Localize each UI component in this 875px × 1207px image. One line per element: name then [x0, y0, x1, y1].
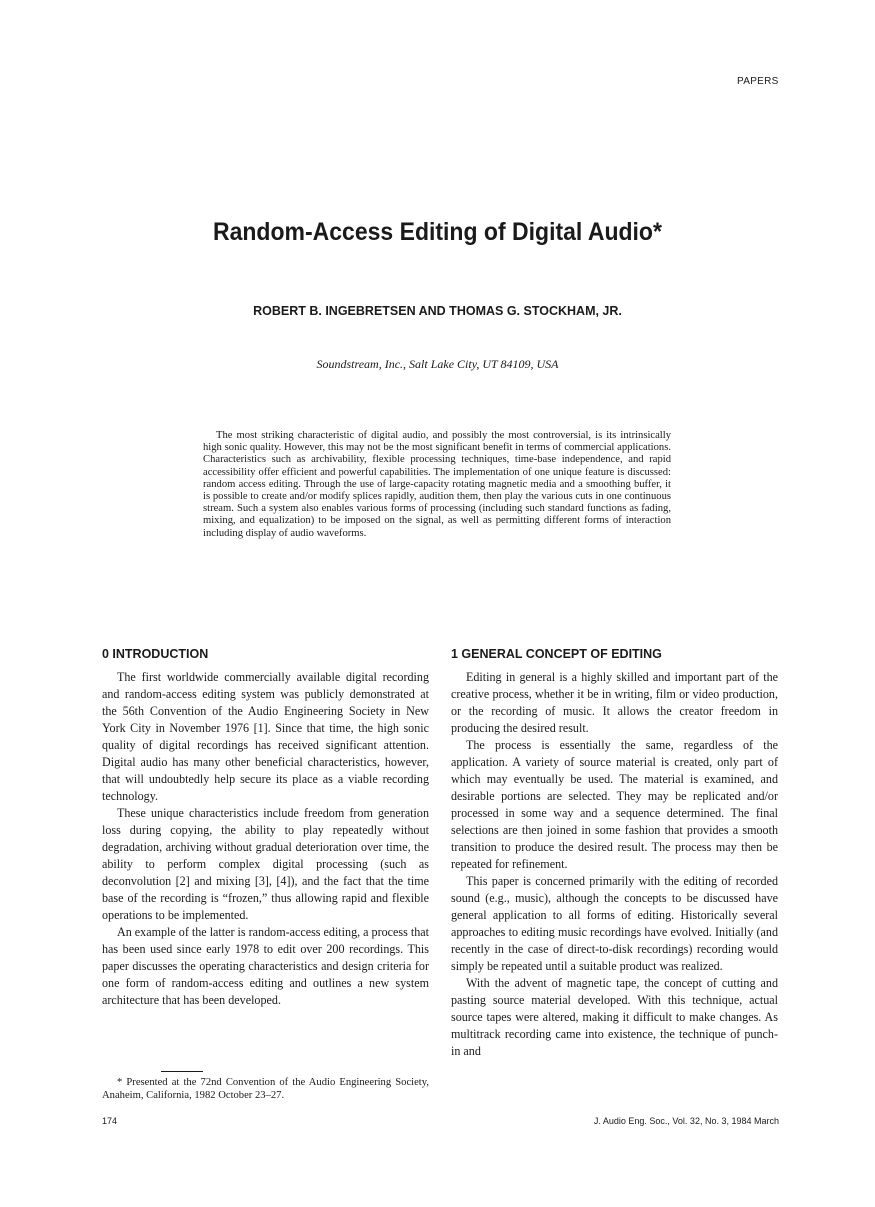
paragraph: The first worldwide commercially available digital recording and random-access editing system was publicly demonstrated at the 56th Convention of the Audio Engineering Society in New York City in November 1976 [1]. Since that time, the high sonic quality of digital recordings has received significant attention. Digital audio has many other beneficial characteristics, however, that will undoubtedly help secure its place as a viable recording technology. [102, 670, 429, 803]
running-header: PAPERS [737, 76, 779, 87]
paragraph: An example of the latter is random-access editing, a process that has been used since early 1978 to edit over 200 recordings. This paper discusses the operating characteristics and design criteria for one form of random-access editing and outlines a new system architecture that has been developed. [102, 925, 429, 1007]
footnote-text: * Presented at the 72nd Convention of the Audio Engineering Society, Anaheim, California, 1982 October 23–27. [102, 1077, 429, 1101]
paragraph: The process is essentially the same, regardless of the application. A variety of source material is created, only part of which may eventually be used. The material is examined, and desirable portions are selected. They may be replicated and/or processed in some way and a sequence determined. The final selections are then joined in some fashion that provides a smooth transition to produce the desired result. The process may then be repeated for refinement. [451, 738, 778, 871]
paragraph: With the advent of magnetic tape, the concept of cutting and pasting source material developed. With this technique, actual source tapes were altered, making it difficult to make changes. As multitrack recording came into existence, the technique of punch-in and [451, 976, 778, 1058]
page-number: 174 [102, 1116, 118, 1126]
left-column [102, 669, 429, 1009]
paragraph: Editing in general is a highly skilled and important part of the creative process, whether it be in writing, film or video production, or the recording of music. It allows the creator freedom in producing the desired result. [451, 670, 778, 735]
footnote-divider [161, 1071, 203, 1072]
footnote [102, 1076, 429, 1102]
paper-authors: ROBERT B. INGEBRETSEN AND THOMAS G. STOCKHAM, JR. [253, 304, 622, 318]
paragraph: This paper is concerned primarily with the editing of recorded sound (e.g., music), although the concepts to be discussed have general application to all forms of editing. Historically several approaches to editing music recordings have evolved. Initially (and recently in the case of direct-to-disk recordings) recording would simply be repeated until a suitable product was realized. [451, 874, 778, 973]
abstract-text: The most striking characteristic of digital audio, and possibly the most controversial, is its intrinsically high sonic quality. However, this may not be the most significant benefit in terms of commercial applications. Characteristics such as archivability, flexible processing techniques, time-base independence, and rapid accessibility offer efficient and powerful capabilities. The implementation of one unique feature is discussed: random access editing. Through the use of large-capacity rotating magnetic media and a smoothing buffer, it is possible to create and/or modify splices rapidly, audition them, then play the various cuts in one continuous stream. Such a system also enables various forms of processing (including such standard functions as fading, mixing, and equalization) to be imposed on the signal, as well as permitting different forms of interaction including display of audio waveforms. [203, 430, 671, 539]
journal-citation: J. Audio Eng. Soc., Vol. 32, No. 3, 1984 March [593, 1116, 779, 1126]
author-affiliation: Soundstream, Inc., Salt Lake City, UT 84109, USA [316, 357, 559, 371]
right-column [451, 669, 778, 1060]
paragraph: These unique characteristics include freedom from generation loss during copying, the ability to play repeatedly without degradation, archiving without gradual deterioration over time, the ability to perform complex digital processing (such as deconvolution [2] and mixing [3], [4]), and the fact that the time base of the recording is “frozen,” thus allowing rapid and flexible operations to be implemented. [102, 806, 429, 922]
abstract [203, 430, 671, 540]
paper-title: Random-Access Editing of Digital Audio* [212, 218, 662, 246]
section-heading-general-concept: 1 GENERAL CONCEPT OF EDITING [451, 647, 662, 661]
section-heading-introduction: 0 INTRODUCTION [102, 647, 209, 661]
